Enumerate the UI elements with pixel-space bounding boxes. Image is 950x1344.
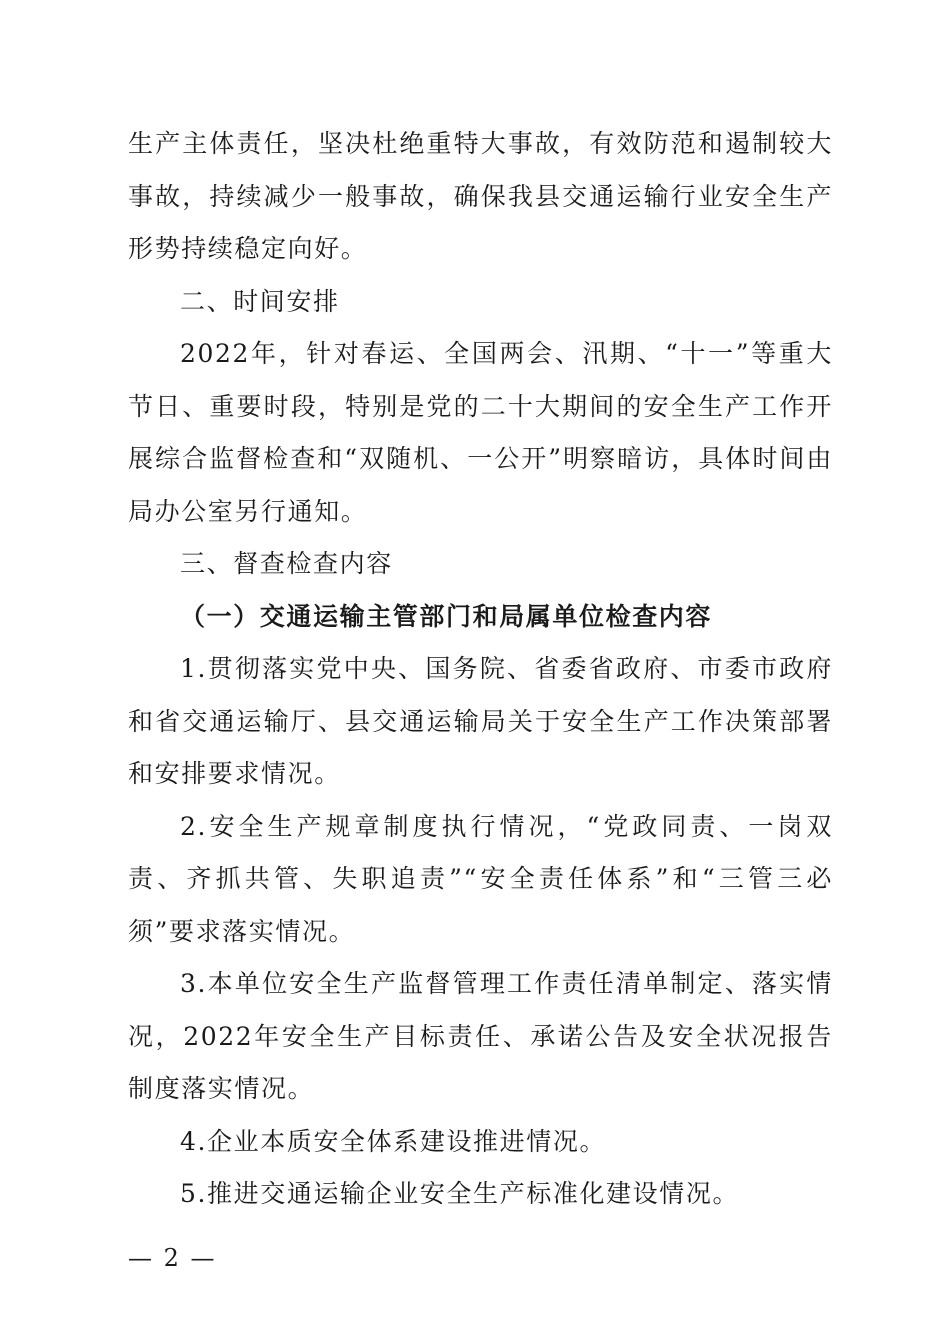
list-item: 1.贯彻落实党中央、国务院、省委省政府、市委市政府和省交通运输厅、县交通运输局关于安全生产工作决策部署和安排要求情况。 <box>128 654 833 788</box>
list-item: 4.企业本质安全体系建设推进情况。 <box>180 1126 607 1156</box>
section-heading-content: 三、督查检查内容 <box>180 549 393 578</box>
document-body <box>128 118 833 1221</box>
page-number: — 2 — <box>128 1244 217 1272</box>
list-item: 3.本单位安全生产监督管理工作责任清单制定、落实情况，2022年安全生产目标责任、承诺公告及安全状况报告制度落实情况。 <box>128 969 833 1103</box>
paragraph-continuation: 生产主体责任，坚决杜绝重特大事故，有效防范和遏制较大事故，持续减少一般事故，确保我县交通运输行业安全生产形势持续稳定向好。 <box>128 129 833 263</box>
paragraph-time: 2022年，针对春运、全国两会、汛期、“十一”等重大节日、重要时段，特别是党的二十大期间的安全生产工作开展综合监督检查和“双随机、一公开”明察暗访，具体时间由局办公室另行通知。 <box>128 339 833 526</box>
subsection-heading-1: （一）交通运输主管部门和局属单位检查内容 <box>180 601 713 631</box>
list-item: 5.推进交通运输企业安全生产标准化建设情况。 <box>180 1179 740 1208</box>
list-item: 2.安全生产规章制度执行情况，“党政同责、一岗双责、齐抓共管、失职追责”“安全责任体系”和“三管三必须”要求落实情况。 <box>128 811 833 946</box>
section-heading-time: 二、时间安排 <box>180 286 340 316</box>
